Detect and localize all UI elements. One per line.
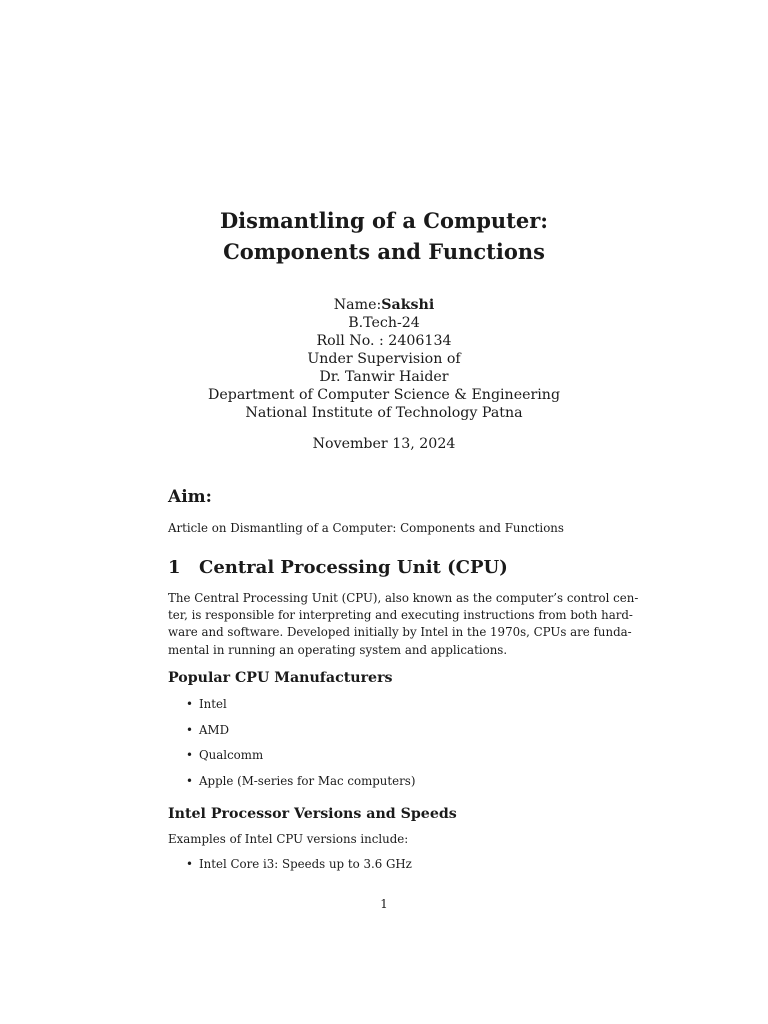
cpu-paragraph <box>168 590 639 659</box>
paragraph-line: mental in running an operating system and applications. <box>168 642 508 657</box>
list-item-text: Qualcomm <box>199 748 264 763</box>
intel-versions-intro: Examples of Intel CPU versions include: <box>168 832 409 846</box>
bullet-icon: • <box>186 857 193 871</box>
paragraph-line: The Central Processing Unit (CPU), also known as the computer’s control cen- <box>168 591 639 605</box>
document-title <box>0 205 768 267</box>
author-name-line <box>0 296 768 314</box>
bullet-icon: • <box>186 748 193 763</box>
section-number: 1 <box>168 557 181 578</box>
list-item-text: Apple (M-series for Mac computers) <box>199 773 416 788</box>
page-number: 1 <box>380 897 388 911</box>
department-name: Department of Computer Science & Engineering <box>207 387 561 403</box>
supervisor-name: Dr. Tanwir Haider <box>319 369 449 385</box>
title-line-2: Components and Functions <box>223 239 545 264</box>
paragraph-line: ter, is responsible for interpreting and executing instructions from both hard- <box>168 608 633 623</box>
aim-heading: Aim: <box>168 487 212 507</box>
list-item <box>186 747 415 773</box>
institute-name: National Institute of Technology Patna <box>245 405 523 421</box>
manufacturers-heading: Popular CPU Manufacturers <box>168 670 393 686</box>
aim-text: Article on Dismantling of a Computer: Components and Functions <box>168 521 564 535</box>
list-item-text: Intel <box>199 697 227 711</box>
intel-versions-heading: Intel Processor Versions and Speeds <box>168 806 457 822</box>
list-item <box>186 696 415 722</box>
supervision-label: Under Supervision of <box>307 351 461 367</box>
manufacturers-list <box>186 696 415 798</box>
bullet-icon: • <box>186 773 193 788</box>
paragraph-line: ware and software. Developed initially by Intel in the 1970s, CPUs are funda- <box>168 625 632 640</box>
list-item <box>186 856 412 882</box>
list-item-text: AMD <box>199 722 230 737</box>
list-item <box>186 722 415 748</box>
list-item <box>186 773 415 799</box>
author-program: B.Tech-24 <box>348 315 420 331</box>
author-roll-number: Roll No. : 2406134 <box>316 333 452 349</box>
intel-versions-list <box>186 856 412 882</box>
name-label: Name: <box>333 297 382 313</box>
document-date: November 13, 2024 <box>312 436 456 452</box>
title-line-1: Dismantling of a Computer: <box>219 208 549 233</box>
author-block <box>0 296 768 422</box>
section-heading-cpu <box>168 557 508 578</box>
bullet-icon: • <box>186 722 193 737</box>
list-item-text: Intel Core i3: Speeds up to 3.6 GHz <box>199 857 412 871</box>
author-name: Sakshi <box>381 297 435 313</box>
bullet-icon: • <box>186 697 193 711</box>
section-title: Central Processing Unit (CPU) <box>199 557 508 578</box>
